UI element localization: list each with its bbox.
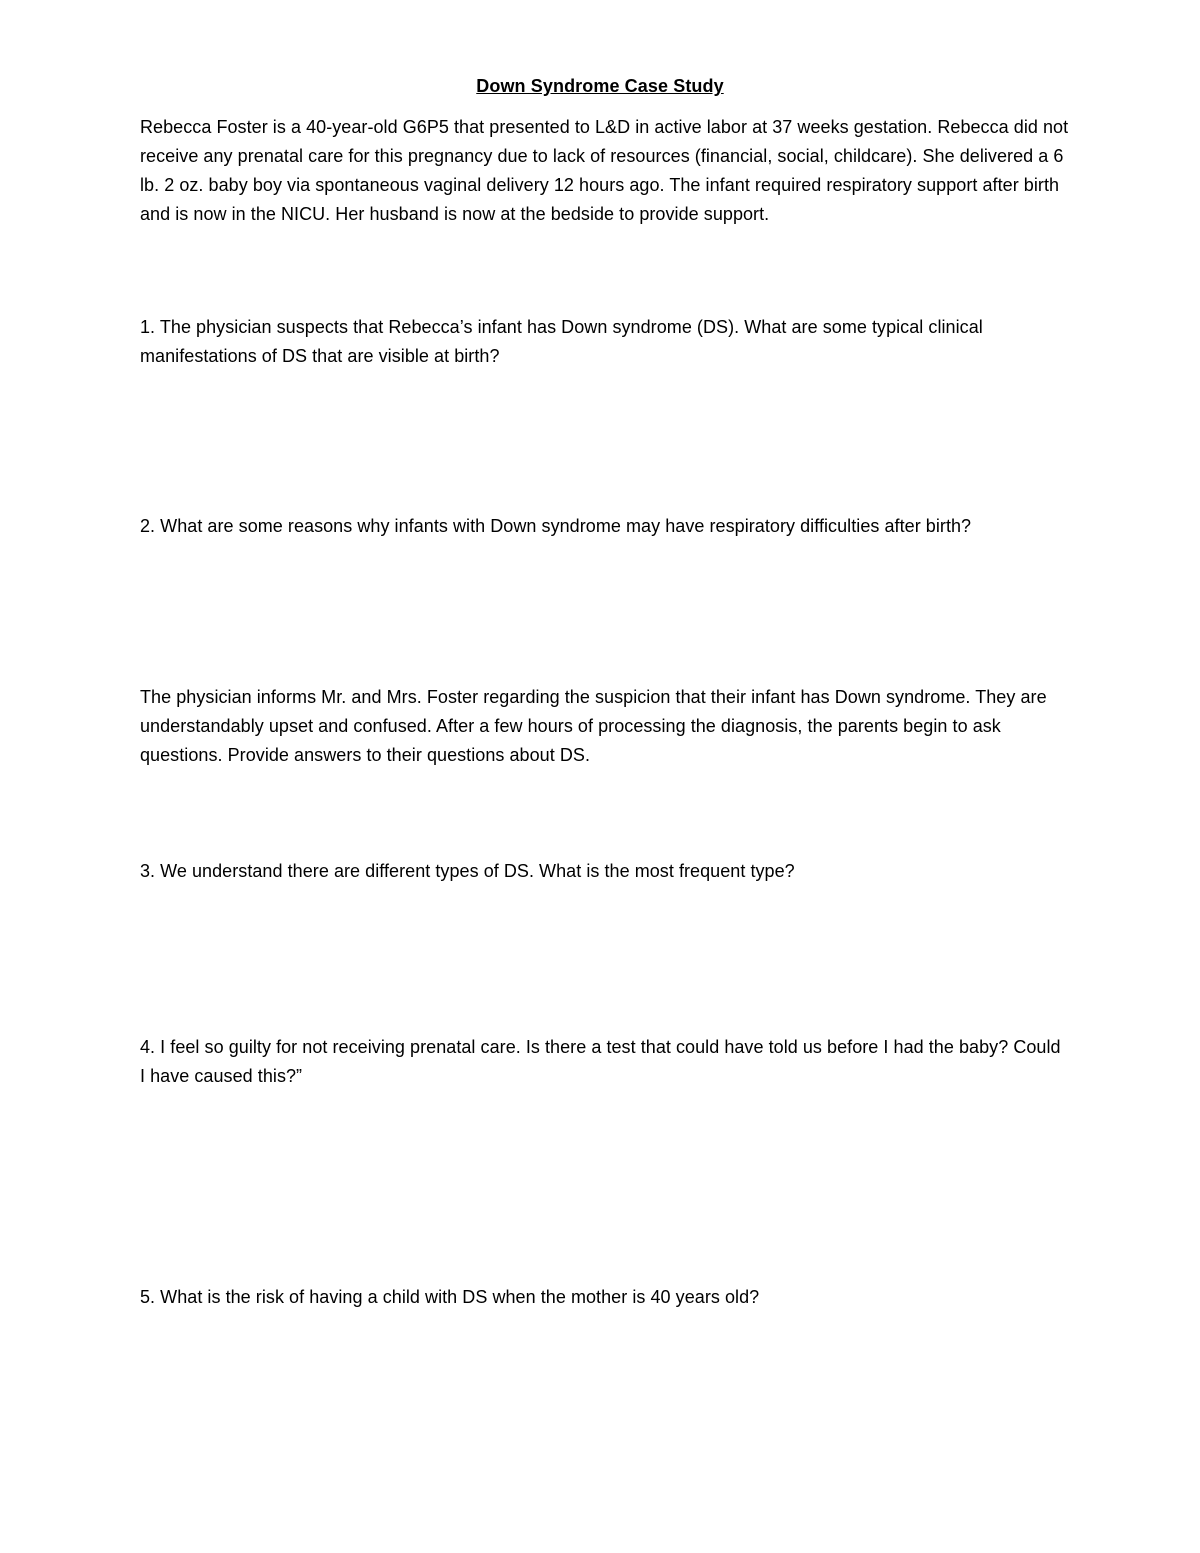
context-paragraph: The physician informs Mr. and Mrs. Foster regarding the suspicion that their infant has Down syndrome. They are understandably upset and confused. After a few hours of processing the diagnosis, the parents begin to ask questions. Provide answers to their questions about DS. xyxy=(140,687,1047,765)
question-3: 3. We understand there are different types of DS. What is the most frequent type? xyxy=(140,861,795,881)
case-intro-paragraph: Rebecca Foster is a 40-year-old G6P5 that presented to L&D in active labor at 37 weeks gestation. Rebecca did not receive any prenatal care for this pregnancy due to lack of resources (financial, social, childcare). She delivered a 6 lb. 2 oz. baby boy via spontaneous vaginal delivery 12 hours ago. The infant required respiratory support after birth and is now in the NICU. Her husband is now at the bedside to provide support. xyxy=(140,117,1069,224)
question-1: 1. The physician suspects that Rebecca’s infant has Down syndrome (DS). What are some typical clinical manifestations of DS that are visible at birth? xyxy=(140,317,983,366)
question-2: 2. What are some reasons why infants with Down syndrome may have respiratory difficulties after birth? xyxy=(140,516,972,536)
question-5: 5. What is the risk of having a child with DS when the mother is 40 years old? xyxy=(140,1287,760,1307)
document-title: Down Syndrome Case Study xyxy=(476,76,724,96)
question-4: 4. I feel so guilty for not receiving prenatal care. Is there a test that could have told us before I had the baby? Could I have caused this?” xyxy=(140,1037,1061,1086)
